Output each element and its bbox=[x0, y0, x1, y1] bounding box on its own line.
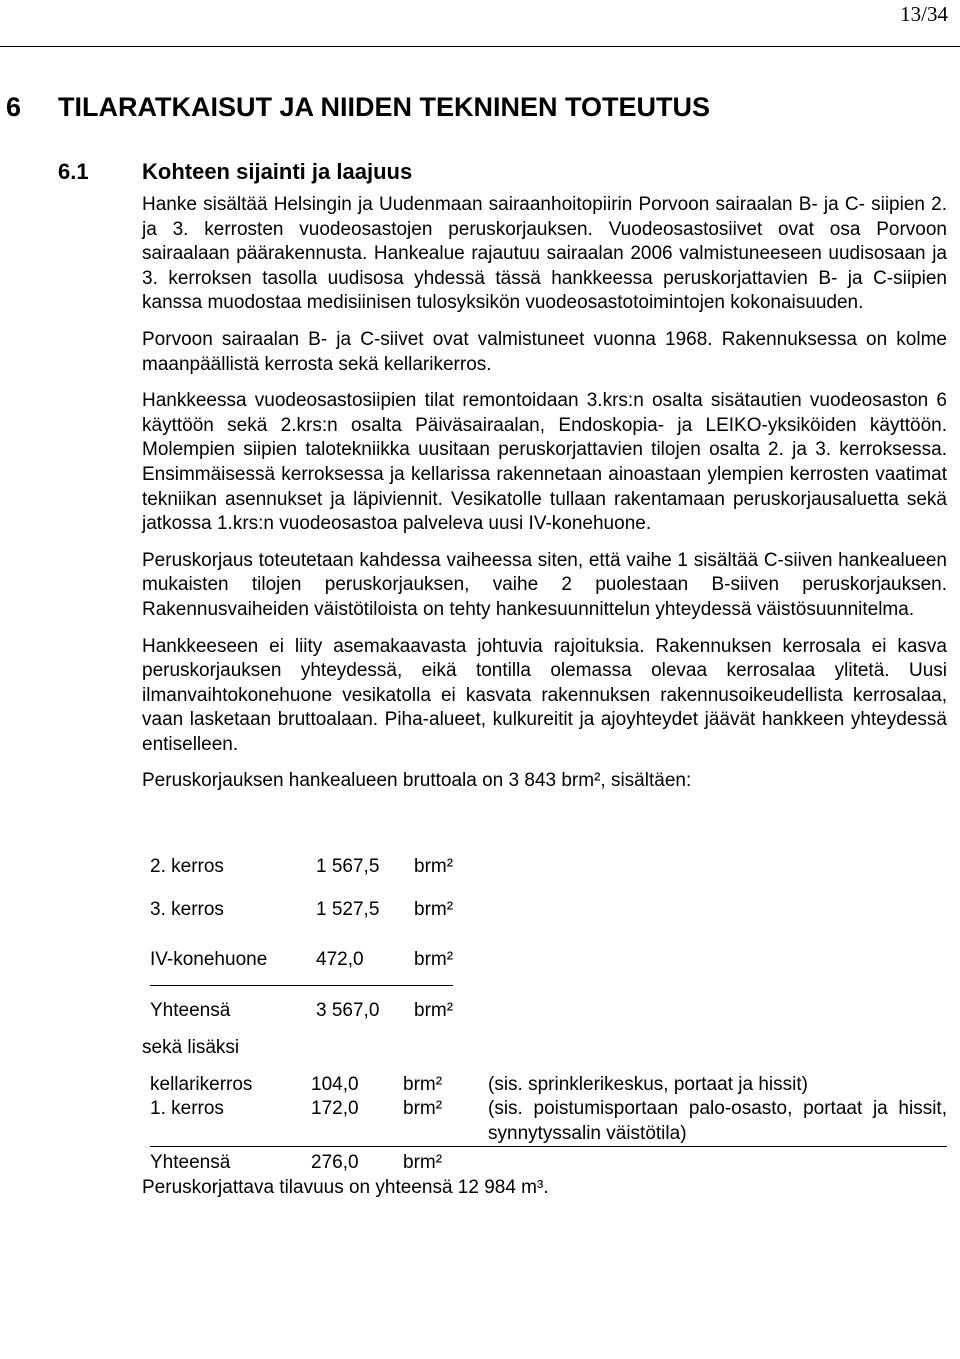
row-unit: brm² bbox=[414, 898, 454, 920]
table-row bbox=[150, 885, 453, 935]
paragraph-4: Peruskorjaus toteutetaan kahdessa vaiheessa siten, että vaihe 1 sisältää C-siiven hankealueen mukaisten tilojen peruskorjauksen, vaihe 2 puolestaan B-siiven peruskorjauksen. Rakennusvaiheiden väistötiloista on tehty hankesuunnittelun yhteydessä väistösuunnitelma. bbox=[142, 549, 947, 620]
row-value: 1 527,5 bbox=[316, 898, 380, 920]
extra-label: sekä lisäksi bbox=[142, 1037, 240, 1059]
row-unit: brm² bbox=[403, 1073, 443, 1095]
row-unit: brm² bbox=[403, 1098, 443, 1120]
paragraph-2: Porvoon sairaalan B- ja C-siivet ovat valmistuneet vuonna 1968. Rakennuksessa on kolme maanpäällistä kerrosta sekä kellarikerros. bbox=[142, 328, 947, 375]
row-note: (sis. sprinklerikeskus, portaat ja hissit) bbox=[488, 1073, 808, 1095]
paragraph-5: Hankkeeseen ei liity asemakaavasta johtuvia rajoituksia. Rakennuksen kerrosala ei kasva peruskorjauksen yhteydessä, eikä tontilla olemassa olevaa kerrosalaa ylitetä. Uusi ilmanvaihtokonehuone vesikatolla ei kasvata rakennuksen rakennusoikeudellista kerrosalaa, vaan lasketaan bruttoalaan. Piha-alueet, kulkureitit ja ajoyhteydet jäävät hankkeen yhteydessä entiselleen. bbox=[142, 635, 947, 755]
section-title: TILARATKAISUT JA NIIDEN TEKNINEN TOTEUTUS bbox=[58, 92, 711, 122]
volume-text: Peruskorjattava tilavuus on yhteensä 12 984 m³. bbox=[142, 1177, 549, 1199]
subsection-heading bbox=[58, 159, 412, 185]
row-label: 2. kerros bbox=[150, 855, 224, 877]
row-note: (sis. poistumisportaan palo-osasto, portaat ja hissit, synnytyssalin väistötila) bbox=[488, 1098, 947, 1144]
row-value: 104,0 bbox=[311, 1073, 359, 1095]
row-value: 172,0 bbox=[311, 1098, 359, 1120]
total-unit: brm² bbox=[414, 986, 453, 1037]
extra-table bbox=[150, 1073, 947, 1176]
table-row bbox=[150, 935, 453, 986]
row-label: IV-konehuone bbox=[150, 948, 268, 970]
table-row bbox=[150, 849, 453, 885]
paragraph-1: Hanke sisältää Helsingin ja Uudenmaan sairaanhoitopiirin Porvoon sairaalan B- ja C- siipien 2. ja 3. kerrosten vuodeosastojen peruskorjauksen. Vuodeosastosiivet ovat osa Porvoon sairaalaan päärakennusta. Hankealue rajautuu sairaalan 2006 valmistuneeseen uudisosaan ja 3. kerroksen tasolla uudisosa yhdessä tässä hankkeessa peruskorjattavien B- ja C-siipien kanssa muodostaa medisiinisen tulosyksikön vuodeosastotoimintojen kokonaisuuden. bbox=[142, 194, 947, 314]
page-number: 13/34 bbox=[900, 2, 948, 26]
total-value: 3 567,0 bbox=[316, 986, 414, 1037]
section-number: 6 bbox=[6, 92, 22, 122]
body-text bbox=[142, 193, 947, 1213]
total-label: Yhteensä bbox=[150, 986, 316, 1037]
area-table bbox=[150, 849, 453, 1036]
total-row bbox=[150, 986, 453, 1037]
row-label: kellarikerros bbox=[150, 1073, 253, 1095]
total-row bbox=[150, 1147, 947, 1176]
table-row bbox=[150, 1097, 947, 1147]
row-value: 472,0 bbox=[316, 948, 364, 970]
subsection-title: Kohteen sijainti ja laajuus bbox=[142, 159, 413, 184]
total-unit: brm² bbox=[403, 1147, 488, 1176]
row-unit: brm² bbox=[414, 855, 454, 877]
row-unit: brm² bbox=[414, 948, 454, 970]
total-label: Yhteensä bbox=[150, 1147, 311, 1176]
paragraph-3: Hankkeessa vuodeosastosiipien tilat remontoidaan 3.krs:n osalta sisätautien vuodeosaston 6 käyttöön sekä 2.krs:n osalta Päiväsairaalan, Endoskopia- ja LEIKO-yksiköiden käyttöön. Molempien siipien talotekniikka uusitaan peruskorjattavien tilojen osalta 2. ja 3. kerroksessa. Ensimmäisessä kerroksessa ja kellarissa rakennetaan ainoastaan ylempien kerrosten vaatimat tekniikan asennukset ja läpiviennit. Vesikatolle tullaan rakentamaan peruskorjausaluetta sekä jatkossa 1.krs:n vuodeosastoa palveleva uusi IV-konehuone. bbox=[142, 390, 947, 535]
header-rule bbox=[0, 46, 960, 47]
area-intro: Peruskorjauksen hankealueen bruttoala on 3 843 brm², sisältäen: bbox=[142, 770, 692, 792]
row-value: 1 567,5 bbox=[316, 855, 380, 877]
table-row bbox=[150, 1073, 947, 1098]
row-label: 1. kerros bbox=[150, 1098, 224, 1120]
subsection-number: 6.1 bbox=[58, 159, 89, 184]
row-label: 3. kerros bbox=[150, 898, 224, 920]
total-value: 276,0 bbox=[311, 1147, 403, 1176]
section-heading bbox=[6, 92, 710, 123]
